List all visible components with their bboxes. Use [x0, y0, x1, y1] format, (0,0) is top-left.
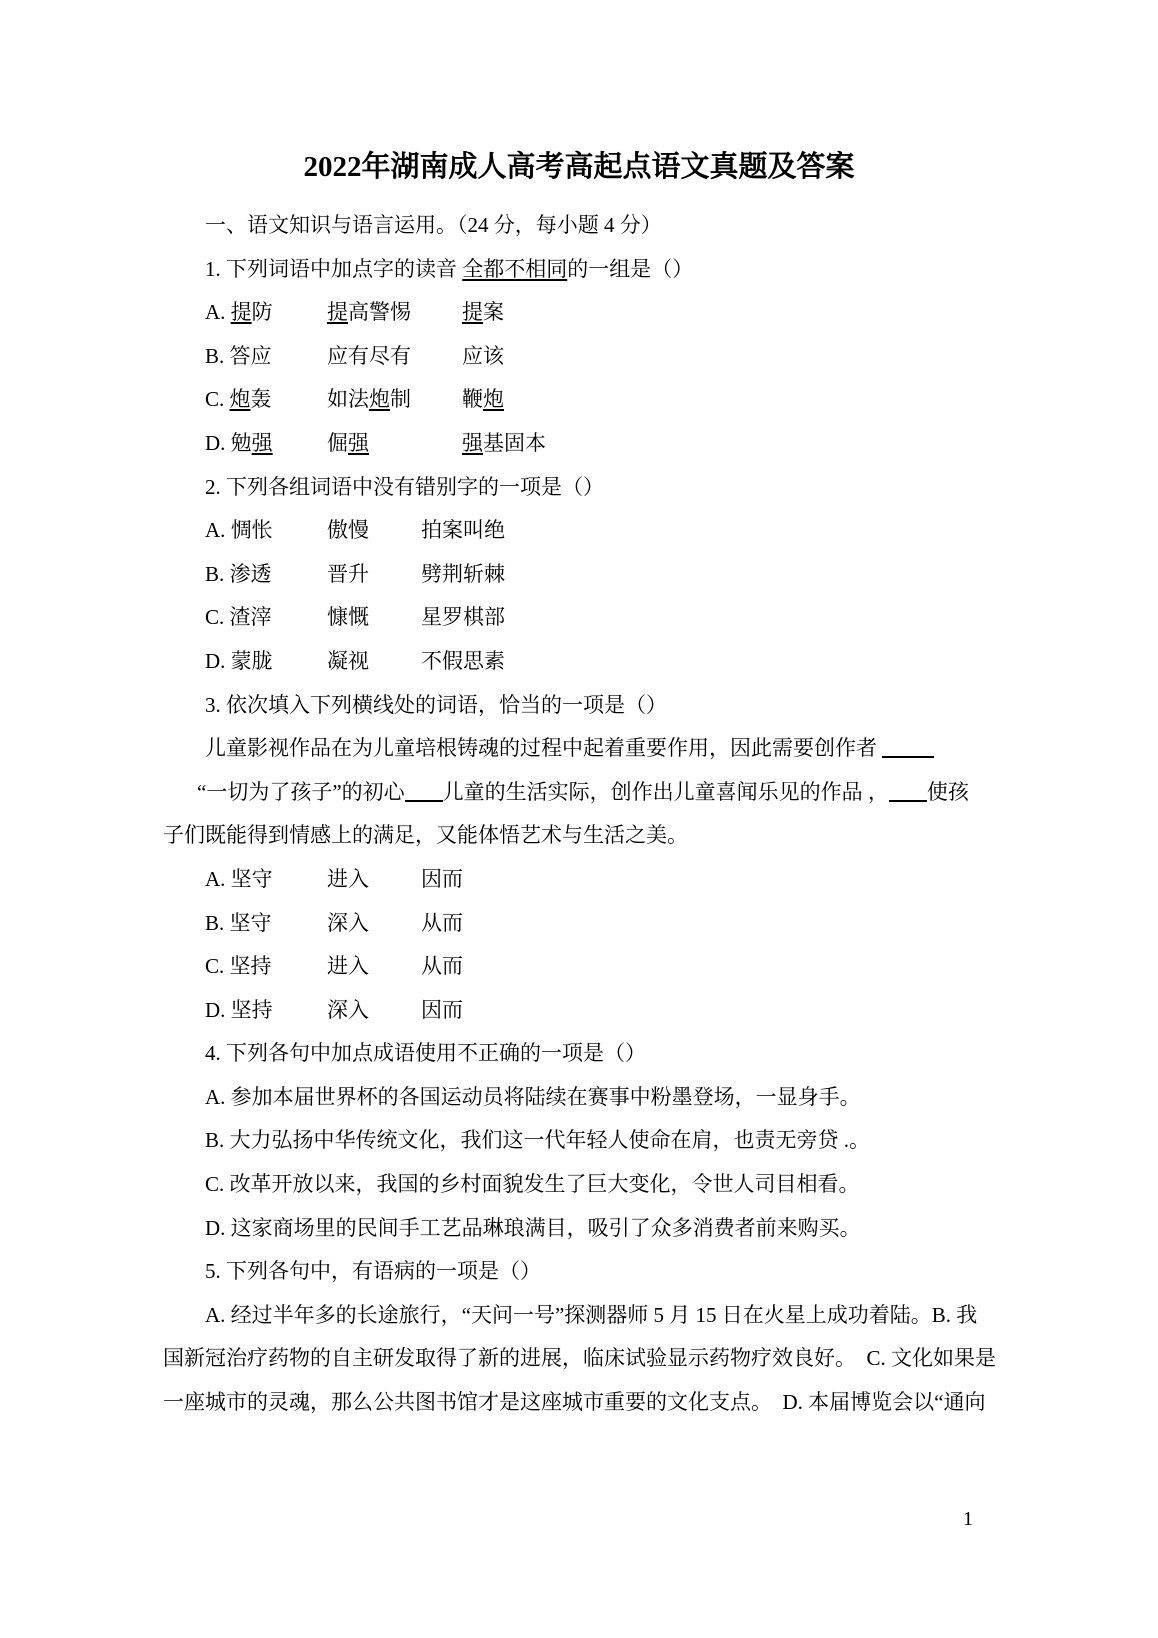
- q2-stem: 2. 下列各组词语中没有错别字的一项是（）: [205, 474, 604, 499]
- q3-option-row-b: [163, 902, 1138, 946]
- q3-passage-line-2: [163, 771, 1138, 815]
- q1-a-word3: 提案: [462, 300, 504, 325]
- q3-a-word1: A. 坚守: [205, 866, 273, 891]
- q4-option-a: A. 参加本届世界杯的各国运动员将陆续在赛事中粉墨登场，一显身手。: [205, 1084, 861, 1109]
- q2-option-row-d: [163, 640, 1138, 684]
- q3-c-word2: 进入: [327, 954, 369, 979]
- q1-b-word2: 应有尽有: [327, 343, 411, 368]
- q3-d-word2: 深入: [327, 997, 369, 1022]
- q3-passage-line-3: 子们既能得到情感上的满足，又能体悟艺术与生活之美。: [163, 823, 688, 848]
- q2-option-row-c: [163, 596, 1138, 640]
- q3-option-row-d: [163, 989, 1138, 1033]
- q1-stem-underlined: 全都不相同: [462, 256, 568, 281]
- q4-option-d: D. 这家商场里的民间手工艺品琳琅满目，吸引了众多消费者前来购买。: [205, 1215, 861, 1240]
- q2-d-word2: 凝视: [327, 648, 369, 673]
- q1-stem: [163, 248, 1138, 292]
- q3-b-word3: 从而: [421, 910, 463, 935]
- page-number: 1: [963, 1508, 973, 1530]
- q4-option-c: C. 改革开放以来，我国的乡村面貌发生了巨大变化，令世人司目相看。: [205, 1172, 860, 1197]
- q4-stem: 4. 下列各句中加点成语使用不正确的一项是（）: [205, 1041, 646, 1066]
- q3-a-word2: 进入: [327, 866, 369, 891]
- q1-b-word1: B. 答应: [205, 343, 272, 368]
- q3-d-word1: D. 坚持: [205, 997, 273, 1022]
- q3-stem: 3. 依次填入下列横线处的词语，恰当的一项是（）: [205, 692, 667, 717]
- q3-b-word2: 深入: [327, 910, 369, 935]
- q2-b-word2: 晋升: [327, 561, 369, 586]
- q1-option-row-a: [163, 291, 1138, 335]
- q1-c-word2: 如法炮制: [327, 387, 411, 412]
- page-title: 2022年湖南成人高考高起点语文真题及答案: [303, 151, 855, 183]
- q1-d-word1: D. 勉强: [205, 430, 273, 455]
- q1-a-word1: A. 提防: [205, 300, 273, 325]
- q2-option-row-a: [163, 509, 1138, 553]
- q1-c-word1: C. 炮轰: [205, 387, 272, 412]
- q2-option-row-b: [163, 553, 1138, 597]
- q5-text-line-1: A. 经过半年多的长途旅行，“天问一号”探测器师 5 月 15 日在火星上成功着陆。B. 我: [205, 1302, 978, 1327]
- q3-d-word3: 因而: [421, 997, 463, 1022]
- q4-option-b: B. 大力弘扬中华传统文化，我们这一代年轻人使命在肩，也责无旁贷 .。: [205, 1128, 871, 1153]
- q2-a-word2: 傲慢: [327, 518, 369, 543]
- q1-option-row-d: [163, 422, 1138, 466]
- q3-option-row-a: [163, 858, 1138, 902]
- q3-passage-text-2c: 使孩: [926, 779, 969, 804]
- q2-b-word1: B. 渗透: [205, 561, 272, 586]
- q3-option-row-c: [163, 945, 1138, 989]
- q1-d-word2: 倔强: [327, 430, 369, 455]
- q1-a-word2: 提高警惕: [327, 300, 411, 325]
- q2-a-word3: 拍案叫绝: [421, 518, 505, 543]
- q3-passage-text-2a: “一切为了孩子”的初心: [197, 779, 405, 804]
- q1-b-word3: 应该: [462, 343, 504, 368]
- q1-c-word3: 鞭炮: [462, 387, 504, 412]
- q2-d-word3: 不假思素: [421, 648, 505, 673]
- q2-c-word3: 星罗棋部: [421, 605, 505, 630]
- q1-stem-post: 的一组是（）: [567, 256, 694, 281]
- q1-option-row-b: [163, 335, 1138, 379]
- q5-text-line-2: 国新冠治疗药物的自主研发取得了新的进展，临床试验显示药物疗效良好。 C. 文化如果是: [163, 1346, 997, 1371]
- blank-line: [405, 784, 443, 802]
- blank-line: [882, 740, 934, 758]
- q1-stem-pre: 1. 下列词语中加点字的读音: [205, 256, 463, 281]
- q2-c-word2: 慷慨: [327, 605, 369, 630]
- q2-d-word1: D. 蒙胧: [205, 648, 273, 673]
- blank-line: [889, 784, 927, 802]
- q1-d-word3: 强基固本: [462, 430, 546, 455]
- q2-b-word3: 劈荆斩棘: [421, 561, 505, 586]
- section-heading: 一、语文知识与语言运用。（24 分，每小题 4 分）: [205, 213, 662, 237]
- q2-c-word1: C. 渣滓: [205, 605, 272, 630]
- q5-stem: 5. 下列各句中，有语病的一项是（）: [205, 1259, 541, 1284]
- q3-c-word3: 从而: [421, 954, 463, 979]
- q5-text-line-3: 一座城市的灵魂，那么公共图书馆才是这座城市重要的文化支点。 D. 本届博览会以“通向: [163, 1390, 986, 1415]
- q1-option-row-c: [163, 378, 1138, 422]
- q3-c-word1: C. 坚持: [205, 954, 272, 979]
- q3-passage-text-1: 儿童影视作品在为儿童培根铸魂的过程中起着重要作用，因此需要创作者: [205, 736, 883, 761]
- q3-b-word1: B. 坚守: [205, 910, 272, 935]
- document-body: [163, 204, 1138, 1425]
- q3-a-word3: 因而: [421, 866, 463, 891]
- q2-a-word1: A. 惆怅: [205, 518, 273, 543]
- q3-passage-line-1: [163, 727, 1138, 771]
- q3-passage-text-2b: 儿童的生活实际，创作出儿童喜闻乐见的作品 ，: [442, 779, 889, 804]
